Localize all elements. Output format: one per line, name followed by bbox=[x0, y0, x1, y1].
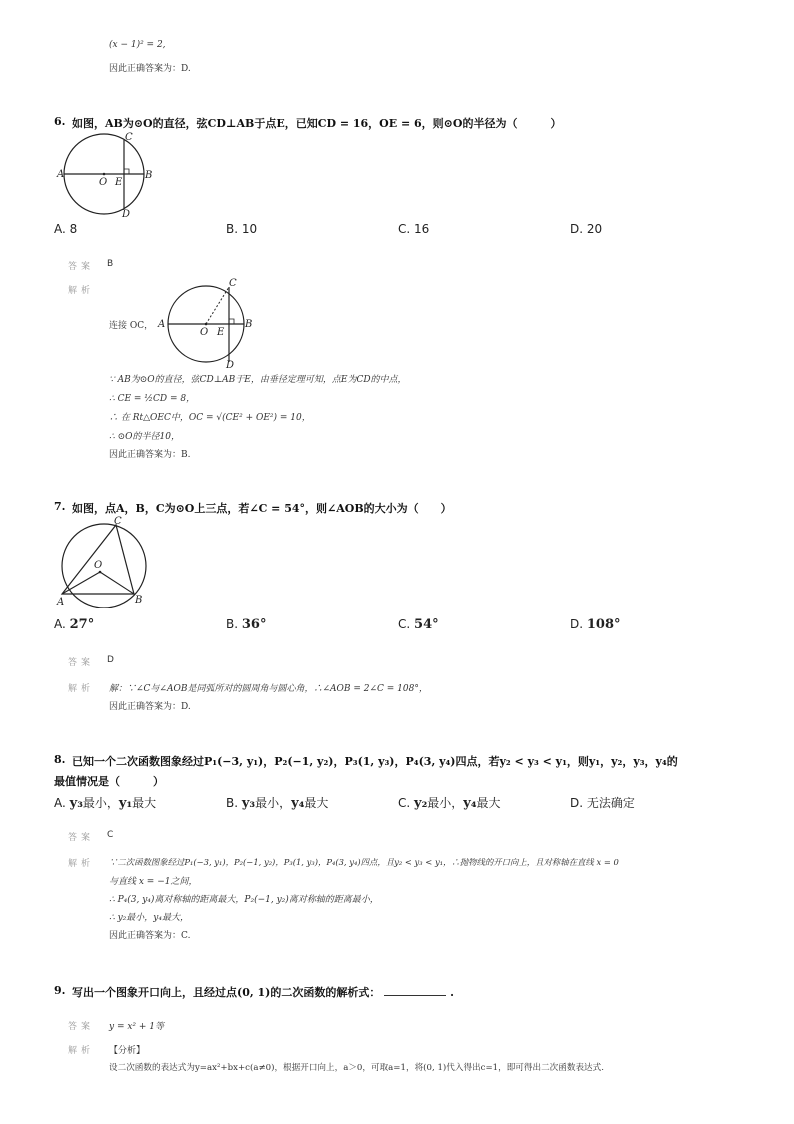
q6-center-dot bbox=[103, 173, 106, 176]
q6-option-d[interactable]: D. 20 bbox=[570, 222, 603, 236]
q6-answer-label: 答案 bbox=[68, 262, 95, 272]
q6-answer: B bbox=[107, 259, 114, 269]
q7-option-a[interactable]: A. 27° bbox=[54, 617, 95, 632]
q8-option-c[interactable]: C. y₂最小，y₄最大 bbox=[398, 796, 501, 811]
q6-text: 如图，AB为⊙O的直径，弦CD⊥AB于点E，已知CD = 16，OE = 6，则⊙O的半径为（ ） bbox=[72, 117, 562, 130]
svg-text:B: B bbox=[245, 319, 253, 330]
q6-solution-line-4: ∴ ⊙O的半径10， bbox=[109, 432, 180, 442]
top-equation: (x − 1)² = 2, bbox=[109, 40, 166, 50]
q6-label-e: E bbox=[115, 177, 123, 188]
q7-label-c: C bbox=[114, 516, 122, 527]
q7-figure bbox=[54, 516, 154, 608]
q8-solution-line-2: 与直线 x = −1之间， bbox=[109, 877, 198, 887]
q9-answer: y = x² + 1等 bbox=[109, 1022, 165, 1032]
q6-option-a[interactable]: A. 8 bbox=[54, 222, 78, 236]
q7-number: 7. bbox=[54, 500, 66, 513]
q6-analysis-label: 解析 bbox=[68, 286, 95, 296]
q6-oc-dashed bbox=[206, 287, 229, 324]
q7-option-c[interactable]: C. 54° bbox=[398, 617, 439, 632]
q9-fenxi: 【分析】 bbox=[109, 1046, 146, 1056]
svg-text:C: C bbox=[229, 278, 237, 289]
q7-answer-label: 答案 bbox=[68, 658, 95, 668]
q6-solution-line-5: 因此正确答案为：B. bbox=[109, 450, 191, 460]
q8-solution-line-4: ∴ y₂最小，y₄最大， bbox=[109, 913, 189, 923]
q6-option-b[interactable]: B. 10 bbox=[226, 222, 258, 236]
q9-answer-blank[interactable] bbox=[384, 986, 446, 996]
q7-answer: D bbox=[107, 655, 114, 665]
q7-text: 如图，点A，B，C为⊙O上三点，若∠C = 54°，则∠AOB的大小为（ ） bbox=[72, 502, 452, 515]
q6-option-c[interactable]: C. 16 bbox=[398, 222, 430, 236]
q6-right-angle bbox=[124, 169, 129, 174]
svg-text:D: D bbox=[226, 360, 235, 370]
q8-solution-line-1: ∵二次函数图象经过P₁(−3, y₁)，P₂(−1, y₂)，P₃(1, y₃)，P₄(3, y₄)四点，且y₂ < y₃ < y₁，∴抛物线的开口向上，且对称轴在直线 x = 0 bbox=[109, 857, 619, 867]
q8-text-line-1: 已知一个二次函数图象经过P₁(−3, y₁)，P₂(−1, y₂)，P₃(1, y₃)，P₄(3, y₄)四点，若y₂ < y₃ < y₁，则y₁，y₂，y₃，y₄的 bbox=[72, 755, 678, 768]
svg-text:E: E bbox=[217, 327, 225, 338]
q6-label-a: A bbox=[57, 169, 65, 180]
q7-analysis-label: 解析 bbox=[68, 684, 95, 694]
q7-solution-line-2: 因此正确答案为：D. bbox=[109, 702, 191, 712]
top-conclusion: 因此正确答案为：D. bbox=[109, 64, 191, 74]
q7-label-a: A bbox=[57, 597, 65, 608]
q9-answer-label: 答案 bbox=[68, 1022, 95, 1032]
q6-figure bbox=[54, 132, 154, 222]
q6-solution-lead: 连接 OC， bbox=[109, 321, 154, 331]
svg-text:A: A bbox=[158, 319, 166, 330]
q7-circle bbox=[62, 524, 146, 608]
q7-label-b: B bbox=[135, 595, 143, 606]
q8-answer: C bbox=[107, 830, 114, 840]
q6-label-c: C bbox=[125, 132, 133, 143]
q6-solution-line-2: ∴ CE = ½CD = 8， bbox=[109, 394, 196, 404]
q6-number: 6. bbox=[54, 115, 66, 128]
q8-solution-line-5: 因此正确答案为：C. bbox=[109, 931, 191, 941]
q6-solution-figure bbox=[154, 276, 260, 370]
q8-solution-line-3: ∴ P₄(3, y₄)离对称轴的距离最大，P₂(−1, y₂)离对称轴的距离最小， bbox=[109, 895, 379, 905]
q8-option-d[interactable]: D. 无法确定 bbox=[570, 796, 635, 810]
q8-option-b[interactable]: B. y₃最小，y₄最大 bbox=[226, 796, 329, 811]
q9-analysis-label: 解析 bbox=[68, 1046, 95, 1056]
q7-radius-oa bbox=[62, 572, 100, 594]
q8-number: 8. bbox=[54, 753, 66, 766]
q7-option-b[interactable]: B. 36° bbox=[226, 617, 267, 632]
q8-text-line-2: 最值情况是（ ） bbox=[54, 775, 164, 788]
q6-solution-line-3: ∴ 在 Rt△OEC中，OC = √(CE² + OE²) = 10， bbox=[109, 413, 311, 423]
q6-label-b: B bbox=[145, 170, 153, 181]
svg-text:O: O bbox=[200, 327, 209, 338]
q8-option-a[interactable]: A. y₃最小，y₁最大 bbox=[54, 796, 157, 811]
q8-analysis-label: 解析 bbox=[68, 859, 95, 869]
q6-label-o: O bbox=[99, 177, 108, 188]
q9-text: 写出一个图象开口向上，且经过点(0, 1)的二次函数的解析式： . bbox=[72, 986, 454, 999]
q6-label-d: D bbox=[122, 209, 131, 220]
q7-solution-line-1: 解：∵∠C与∠AOB是同弧所对的圆周角与圆心角，∴∠AOB = 2∠C = 108°， bbox=[109, 684, 428, 694]
q9-analysis-body: 设二次函数的表达式为y=ax²+bx+c(a≠0)，根据开口向上，a＞0，可取a=1，将(0, 1)代入得出c=1，即可得出二次函数表达式. bbox=[109, 1063, 604, 1073]
q8-answer-label: 答案 bbox=[68, 833, 95, 843]
q6-solution-line-1: ∵ AB为⊙O的直径，弦CD⊥AB于E，由垂径定理可知，点E为CD的中点， bbox=[109, 375, 407, 385]
q7-label-o: O bbox=[94, 560, 103, 571]
q9-number: 9. bbox=[54, 984, 66, 997]
q7-option-d[interactable]: D. 108° bbox=[570, 617, 621, 632]
